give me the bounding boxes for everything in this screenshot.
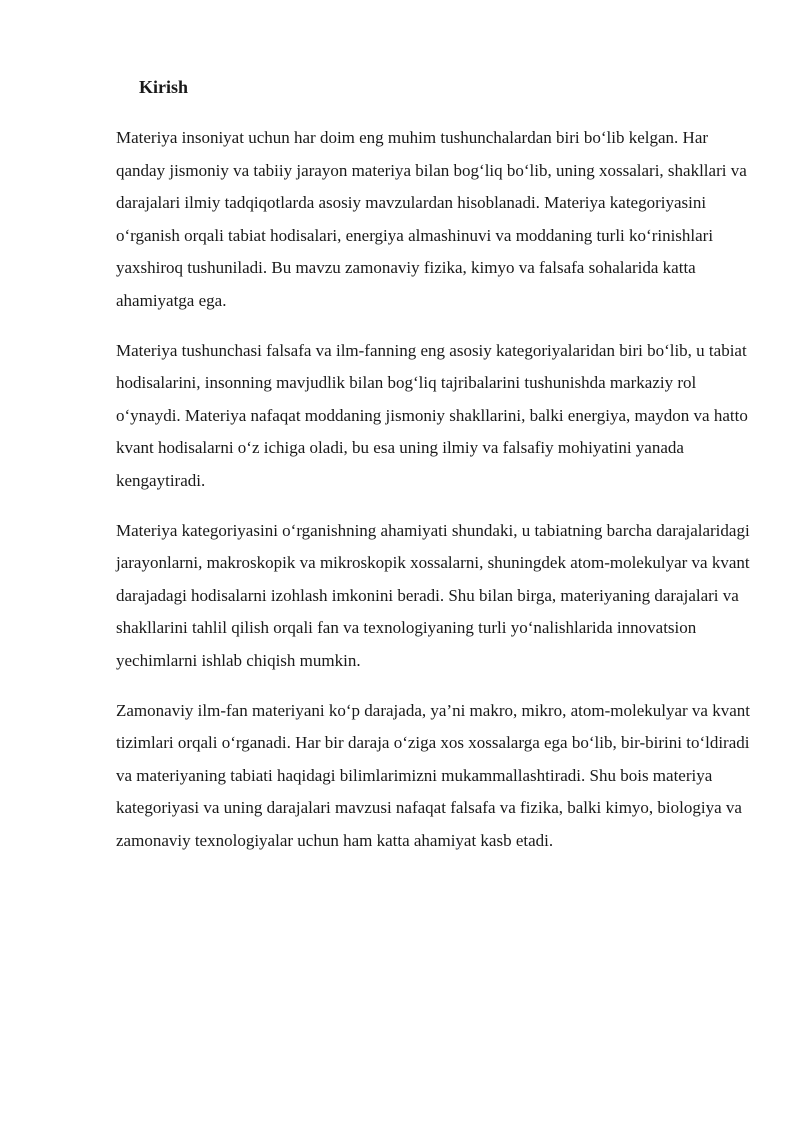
paragraph-3: Materiya kategoriyasini o‘rganishning ahamiyati shundaki, u tabiatning barcha darajalaridagi jarayonlarni, makroskopik va mikroskopik xossalarni, shuningdek atom-molekulyar va kvant darajadagi hodisalarni izohlash imkonini beradi. Shu bilan birga, materiyaning darajalari va shakllarini tahlil qilish orqali fan va texnologiyaning turli yo‘nalishlarida innovatsion yechimlarni ishlab chiqish mumkin. <box>116 520 750 670</box>
body-text <box>116 122 752 874</box>
paragraph-2: Materiya tushunchasi falsafa va ilm-fanning eng asosiy kategoriyalaridan biri bo‘lib, u tabiat hodisalarini, insonning mavjudlik bilan bog‘liq tajribalarini tushunishda markaziy rol o‘ynaydi. Materiya nafaqat moddaning jismoniy shakllarini, balki energiya, maydon va hatto kvant hodisalarni o‘z ichiga oladi, bu esa uning ilmiy va falsafiy mohiyatini yanada kengaytiradi. <box>116 340 748 490</box>
paragraph-1: Materiya insoniyat uchun har doim eng muhim tushunchalardan biri bo‘lib kelgan. Har qanday jismoniy va tabiiy jarayon materiya bilan bog‘liq bo‘lib, uning xossalari, shakllari va darajalari ilmiy tadqiqotlarda asosiy mavzulardan hisoblanadi. Materiya kategoriyasini o‘rganish orqali tabiat hodisalari, energiya almashinuvi va moddaning turli ko‘rinishlari yaxshiroq tushuniladi. Bu mavzu zamonaviy fizika, kimyo va falsafa sohalarida katta ahamiyatga ega. <box>116 128 747 310</box>
paragraph-4: Zamonaviy ilm-fan materiyani ko‘p darajada, ya’ni makro, mikro, atom-molekulyar va kvant tizimlari orqali o‘rganadi. Har bir daraja o‘ziga xos xossalarga ega bo‘lib, bir-birini to‘ldiradi va materiyaning tabiati haqidagi bilimlarimizni mukammallashtiradi. Shu bois materiya kategoriyasi va uning darajalari mavzusi nafaqat falsafa va fizika, balki kimyo, biologiya va zamonaviy texnologiyalar uchun ham katta ahamiyat kasb etadi. <box>116 700 750 850</box>
section-heading: Kirish <box>139 77 189 97</box>
